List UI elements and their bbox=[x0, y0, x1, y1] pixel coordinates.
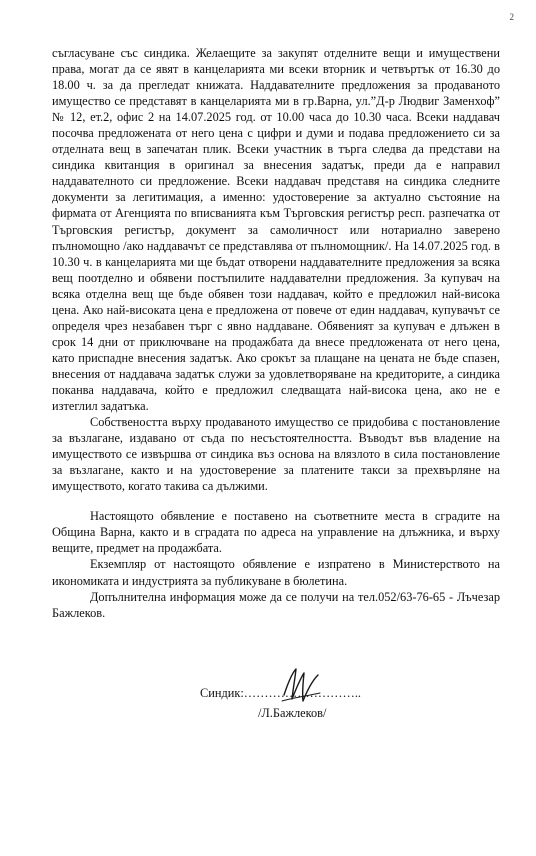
signatory-name: /Л.Бажлеков/ bbox=[258, 706, 327, 720]
signature-block bbox=[200, 685, 361, 721]
paragraph-posting: Настоящото обявление е поставено на съответните места в сградите на Община Варна, както и в сградата по адреса на управление на длъжника, и върху вещите, предмет на продажбата. bbox=[52, 509, 500, 556]
signature-line bbox=[200, 685, 361, 701]
paragraph-bulletin: Екземпляр от настоящото обявление е изпратено в Министерството на икономиката и индустрията за публикуване в бюлетина. bbox=[52, 557, 500, 588]
document-body bbox=[52, 45, 500, 621]
signature-label: Синдик:……………………….. bbox=[200, 686, 362, 700]
paragraph-auction-terms: съгласуване със синдика. Желаещите за закупят отделните вещи и имуществени права, могат да се явят в канцеларията ми всеки вторник и четвъртък от 16.30 до 18.00 ч. за да прегледат книжата. Наддавателните предложения за продаваното имущество се представят в канцеларията ми в гр.Варна, ул.”Д-р Людвиг Заменхоф” № 12, ет.2, офис 2 на 14.07.2025 год. от 10.00 часа до 10.30 часа. Всеки наддавач посочва предложената от него цена с цифри и думи и подава предложението си за отделната вещ в запечатан плик. Всеки участник в търга следва да представи на синдика квитанция в оригинал за внесения задатък, преди да е направил наддавателното си предложение. Всеки наддавач представя на синдика следните документи за легитимация, а именно: удостоверение за актуално състояние на фирмата от Агенцията по вписванията към Търговския регистър респ. разпечатка от Търговския регистър, документ за самоличност или нотариално заверено пълномощно /ако наддавачът се представлява от пълномощник/. На 14.07.2025 год. в 10.30 ч. в канцеларията ми ще бъдат отворени наддавателните предложения за всяка вещ поотделно и обявени постъпилите наддавателни предложения. За купувач на всяка отделна вещ ще бъде обявен този наддавач, който е предложил най-висока цена. Ако най-високата цена е предложена от повече от един наддавач, купувачът се определя чрез незабавен търг с явно наддаване. Обявеният за купувач е длъжен в срок 14 дни от приключване на продажбата да внесе предложената от него цена, като приспадне внесения задатък. Ако срокът за плащане на цената не бъде спазен, внесения от наддавача задатък служи за удовлетворяване на кредиторите, а синдика поканва наддавача, който е предложил следващата най-висока цена, ако не е изтеглил задатъка. bbox=[52, 46, 500, 414]
page-number: 2 bbox=[509, 12, 514, 22]
paragraph-ownership: Собствеността върху продаваното имущество се придобива с постановление за възлагане, издавано от съда по несъстоятелността. Въводът във владение на имуществото се извършва от синдика въз основа на влязлото в сила постановление за възлагане, както и на удостоверение за платените такси за прехвърляне на имуществото, когато такива са дължими. bbox=[52, 415, 500, 494]
handwritten-signature-mark bbox=[278, 665, 324, 707]
paragraph-contact: Допълнителна информация може да се получи на тел.052/63-76-65 - Лъчезар Бажлеков. bbox=[52, 589, 500, 620]
